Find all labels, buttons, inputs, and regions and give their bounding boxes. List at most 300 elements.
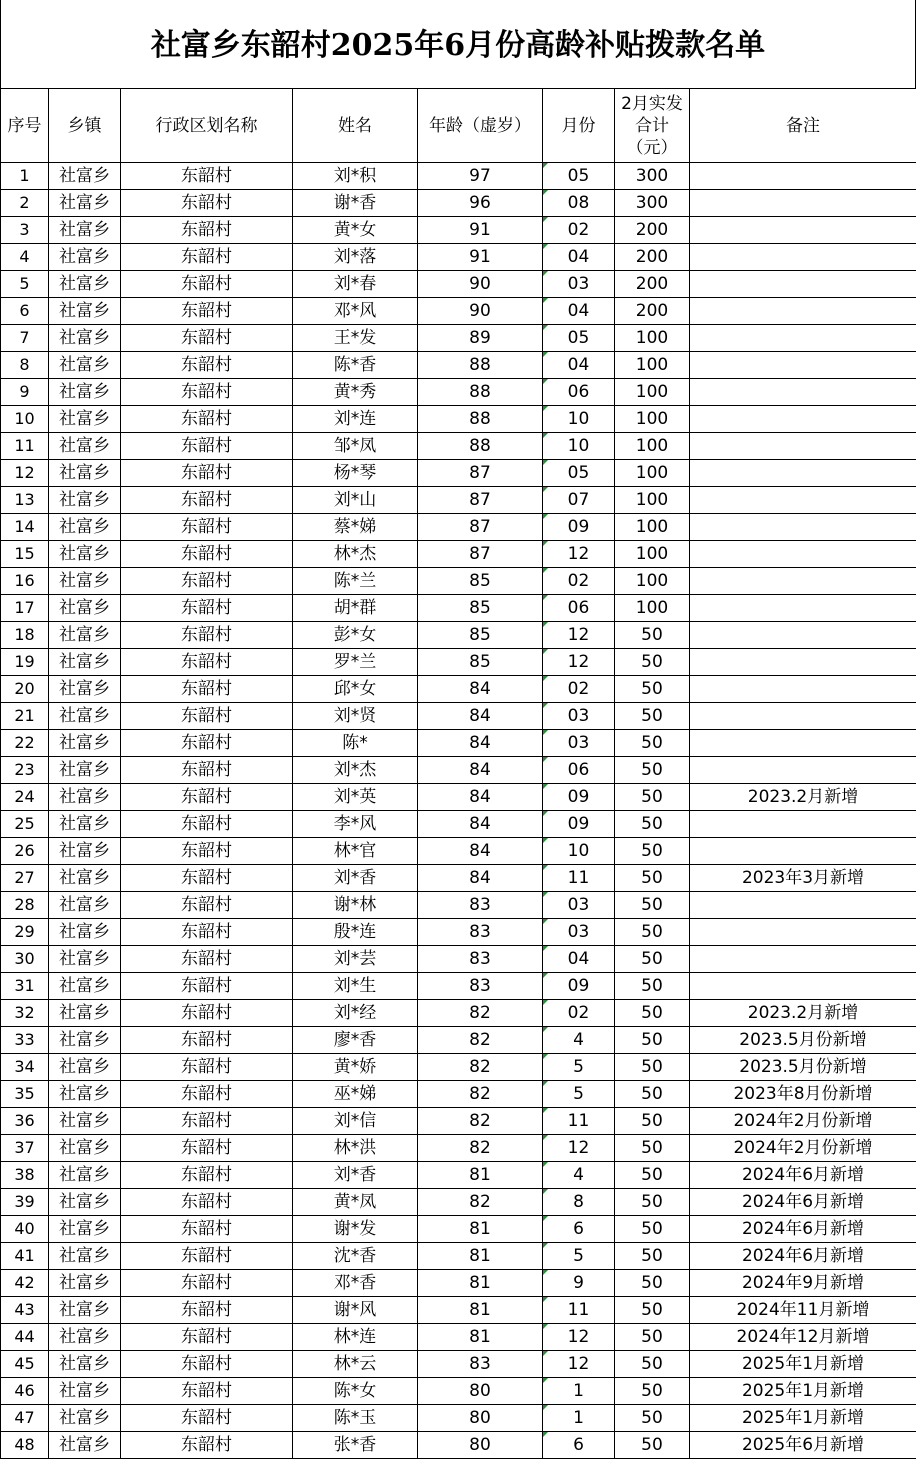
cell-name: 刘*杰 [293, 757, 418, 784]
cell-township: 社富乡 [49, 865, 121, 892]
cell-amount: 50 [615, 1000, 690, 1027]
cell-name: 刘*信 [293, 1108, 418, 1135]
cell-seq: 40 [1, 1216, 49, 1243]
table-row [1, 1000, 916, 1027]
cell-seq: 34 [1, 1054, 49, 1081]
cell-seq: 36 [1, 1108, 49, 1135]
cell-admin-division: 东韶村 [121, 1378, 293, 1405]
cell-seq: 5 [1, 271, 49, 298]
cell-township: 社富乡 [49, 973, 121, 1000]
cell-seq: 28 [1, 892, 49, 919]
cell-month: 06 [543, 379, 615, 406]
cell-seq: 35 [1, 1081, 49, 1108]
cell-age: 84 [418, 703, 543, 730]
cell-seq: 17 [1, 595, 49, 622]
cell-amount: 100 [615, 487, 690, 514]
cell-admin-division: 东韶村 [121, 190, 293, 217]
cell-seq: 46 [1, 1378, 49, 1405]
cell-admin-division: 东韶村 [121, 1000, 293, 1027]
cell-seq: 48 [1, 1432, 49, 1459]
cell-age: 83 [418, 892, 543, 919]
cell-township: 社富乡 [49, 271, 121, 298]
cell-seq: 8 [1, 352, 49, 379]
cell-age: 82 [418, 1189, 543, 1216]
cell-seq: 14 [1, 514, 49, 541]
cell-admin-division: 东韶村 [121, 1324, 293, 1351]
cell-age: 82 [418, 1027, 543, 1054]
cell-month: 12 [543, 649, 615, 676]
cell-month: 08 [543, 190, 615, 217]
header-seq: 序号 [1, 89, 49, 163]
cell-township: 社富乡 [49, 1405, 121, 1432]
cell-name: 刘*春 [293, 271, 418, 298]
cell-age: 88 [418, 406, 543, 433]
cell-name: 谢*发 [293, 1216, 418, 1243]
table-row [1, 217, 916, 244]
cell-month: 06 [543, 595, 615, 622]
cell-age: 84 [418, 757, 543, 784]
table-row [1, 1270, 916, 1297]
cell-township: 社富乡 [49, 676, 121, 703]
cell-month: 1 [543, 1405, 615, 1432]
cell-remarks: 2025年1月新增 [690, 1405, 916, 1432]
cell-name: 刘*经 [293, 1000, 418, 1027]
cell-admin-division: 东韶村 [121, 838, 293, 865]
cell-month: 9 [543, 1270, 615, 1297]
cell-admin-division: 东韶村 [121, 757, 293, 784]
cell-township: 社富乡 [49, 1243, 121, 1270]
cell-month: 04 [543, 244, 615, 271]
cell-month: 12 [543, 622, 615, 649]
cell-seq: 4 [1, 244, 49, 271]
cell-age: 83 [418, 919, 543, 946]
cell-remarks [690, 757, 916, 784]
table-row [1, 244, 916, 271]
cell-month: 02 [543, 217, 615, 244]
cell-seq: 12 [1, 460, 49, 487]
cell-age: 84 [418, 865, 543, 892]
cell-amount: 100 [615, 325, 690, 352]
cell-admin-division: 东韶村 [121, 325, 293, 352]
cell-name: 陈*玉 [293, 1405, 418, 1432]
cell-township: 社富乡 [49, 946, 121, 973]
table-row [1, 811, 916, 838]
cell-amount: 100 [615, 406, 690, 433]
cell-township: 社富乡 [49, 1189, 121, 1216]
cell-seq: 2 [1, 190, 49, 217]
cell-age: 91 [418, 217, 543, 244]
table-row [1, 946, 916, 973]
cell-admin-division: 东韶村 [121, 1135, 293, 1162]
cell-township: 社富乡 [49, 1162, 121, 1189]
cell-admin-division: 东韶村 [121, 541, 293, 568]
cell-name: 刘*落 [293, 244, 418, 271]
cell-name: 邓*香 [293, 1270, 418, 1297]
cell-amount: 50 [615, 1324, 690, 1351]
cell-remarks [690, 703, 916, 730]
header-age: 年龄（虚岁） [418, 89, 543, 163]
cell-seq: 38 [1, 1162, 49, 1189]
cell-month: 05 [543, 325, 615, 352]
cell-township: 社富乡 [49, 460, 121, 487]
cell-seq: 43 [1, 1297, 49, 1324]
cell-township: 社富乡 [49, 1351, 121, 1378]
table-row [1, 1189, 916, 1216]
cell-township: 社富乡 [49, 1216, 121, 1243]
cell-admin-division: 东韶村 [121, 703, 293, 730]
cell-remarks [690, 568, 916, 595]
cell-amount: 200 [615, 244, 690, 271]
cell-month: 02 [543, 1000, 615, 1027]
cell-seq: 42 [1, 1270, 49, 1297]
cell-age: 84 [418, 784, 543, 811]
table-row [1, 514, 916, 541]
cell-seq: 41 [1, 1243, 49, 1270]
cell-age: 81 [418, 1243, 543, 1270]
table-row [1, 676, 916, 703]
cell-seq: 3 [1, 217, 49, 244]
cell-month: 04 [543, 352, 615, 379]
table-row [1, 649, 916, 676]
cell-admin-division: 东韶村 [121, 1351, 293, 1378]
cell-amount: 50 [615, 1135, 690, 1162]
cell-age: 85 [418, 622, 543, 649]
cell-amount: 50 [615, 784, 690, 811]
cell-remarks: 2025年6月新增 [690, 1432, 916, 1459]
cell-name: 王*发 [293, 325, 418, 352]
cell-age: 97 [418, 163, 543, 190]
cell-seq: 24 [1, 784, 49, 811]
cell-age: 90 [418, 271, 543, 298]
cell-remarks: 2024年6月新增 [690, 1189, 916, 1216]
cell-amount: 300 [615, 163, 690, 190]
cell-admin-division: 东韶村 [121, 1297, 293, 1324]
cell-name: 刘*贤 [293, 703, 418, 730]
cell-township: 社富乡 [49, 811, 121, 838]
cell-township: 社富乡 [49, 487, 121, 514]
cell-admin-division: 东韶村 [121, 1162, 293, 1189]
cell-name: 罗*兰 [293, 649, 418, 676]
cell-remarks [690, 487, 916, 514]
cell-amount: 200 [615, 217, 690, 244]
cell-township: 社富乡 [49, 514, 121, 541]
cell-seq: 23 [1, 757, 49, 784]
cell-admin-division: 东韶村 [121, 973, 293, 1000]
cell-admin-division: 东韶村 [121, 1216, 293, 1243]
cell-remarks [690, 676, 916, 703]
cell-seq: 39 [1, 1189, 49, 1216]
cell-township: 社富乡 [49, 1000, 121, 1027]
cell-amount: 50 [615, 811, 690, 838]
cell-name: 谢*林 [293, 892, 418, 919]
cell-amount: 200 [615, 271, 690, 298]
cell-admin-division: 东韶村 [121, 568, 293, 595]
cell-seq: 20 [1, 676, 49, 703]
cell-age: 80 [418, 1432, 543, 1459]
cell-admin-division: 东韶村 [121, 676, 293, 703]
cell-age: 81 [418, 1216, 543, 1243]
cell-name: 邹*凤 [293, 433, 418, 460]
cell-township: 社富乡 [49, 568, 121, 595]
cell-admin-division: 东韶村 [121, 730, 293, 757]
cell-name: 林*官 [293, 838, 418, 865]
cell-age: 84 [418, 838, 543, 865]
cell-amount: 300 [615, 190, 690, 217]
table-row [1, 730, 916, 757]
cell-remarks: 2024年2月份新增 [690, 1108, 916, 1135]
table-row [1, 1351, 916, 1378]
cell-age: 83 [418, 973, 543, 1000]
cell-remarks [690, 217, 916, 244]
cell-seq: 44 [1, 1324, 49, 1351]
cell-seq: 27 [1, 865, 49, 892]
cell-remarks [690, 595, 916, 622]
cell-amount: 100 [615, 379, 690, 406]
table-row [1, 865, 916, 892]
table-row [1, 1081, 916, 1108]
cell-age: 87 [418, 541, 543, 568]
cell-township: 社富乡 [49, 163, 121, 190]
cell-amount: 50 [615, 730, 690, 757]
cell-month: 09 [543, 973, 615, 1000]
cell-amount: 50 [615, 1054, 690, 1081]
cell-name: 刘*英 [293, 784, 418, 811]
cell-month: 5 [543, 1054, 615, 1081]
cell-name: 陈*香 [293, 352, 418, 379]
cell-amount: 50 [615, 1405, 690, 1432]
cell-township: 社富乡 [49, 892, 121, 919]
table-row [1, 568, 916, 595]
cell-name: 刘*连 [293, 406, 418, 433]
cell-month: 09 [543, 514, 615, 541]
cell-admin-division: 东韶村 [121, 811, 293, 838]
cell-remarks [690, 622, 916, 649]
cell-admin-division: 东韶村 [121, 271, 293, 298]
cell-township: 社富乡 [49, 1324, 121, 1351]
cell-township: 社富乡 [49, 217, 121, 244]
cell-name: 沈*香 [293, 1243, 418, 1270]
cell-month: 06 [543, 757, 615, 784]
cell-name: 陈* [293, 730, 418, 757]
cell-age: 85 [418, 595, 543, 622]
cell-name: 陈*兰 [293, 568, 418, 595]
cell-name: 胡*群 [293, 595, 418, 622]
cell-month: 1 [543, 1378, 615, 1405]
cell-month: 12 [543, 1351, 615, 1378]
cell-admin-division: 东韶村 [121, 379, 293, 406]
cell-month: 12 [543, 1324, 615, 1351]
cell-name: 刘*芸 [293, 946, 418, 973]
cell-admin-division: 东韶村 [121, 514, 293, 541]
table-row [1, 1135, 916, 1162]
cell-month: 4 [543, 1162, 615, 1189]
cell-township: 社富乡 [49, 703, 121, 730]
cell-remarks: 2024年11月新增 [690, 1297, 916, 1324]
cell-seq: 22 [1, 730, 49, 757]
cell-amount: 100 [615, 352, 690, 379]
cell-month: 04 [543, 946, 615, 973]
cell-remarks [690, 190, 916, 217]
cell-remarks [690, 163, 916, 190]
cell-seq: 25 [1, 811, 49, 838]
cell-remarks: 2023.2月新增 [690, 1000, 916, 1027]
header-remarks: 备注 [690, 89, 916, 163]
table-body [1, 163, 916, 1459]
cell-remarks [690, 460, 916, 487]
cell-remarks: 2024年9月新增 [690, 1270, 916, 1297]
cell-remarks [690, 433, 916, 460]
cell-township: 社富乡 [49, 784, 121, 811]
cell-month: 11 [543, 1108, 615, 1135]
table-row [1, 703, 916, 730]
cell-amount: 50 [615, 1108, 690, 1135]
cell-township: 社富乡 [49, 919, 121, 946]
cell-seq: 29 [1, 919, 49, 946]
cell-month: 03 [543, 703, 615, 730]
cell-amount: 100 [615, 568, 690, 595]
cell-remarks [690, 811, 916, 838]
table-row [1, 1108, 916, 1135]
cell-amount: 50 [615, 1162, 690, 1189]
cell-name: 黄*女 [293, 217, 418, 244]
cell-name: 林*杰 [293, 541, 418, 568]
cell-admin-division: 东韶村 [121, 865, 293, 892]
cell-admin-division: 东韶村 [121, 1405, 293, 1432]
cell-age: 83 [418, 1351, 543, 1378]
cell-township: 社富乡 [49, 1108, 121, 1135]
cell-remarks [690, 352, 916, 379]
cell-seq: 30 [1, 946, 49, 973]
cell-month: 02 [543, 568, 615, 595]
cell-admin-division: 东韶村 [121, 244, 293, 271]
cell-month: 09 [543, 784, 615, 811]
cell-month: 10 [543, 433, 615, 460]
cell-remarks [690, 271, 916, 298]
cell-seq: 45 [1, 1351, 49, 1378]
table-row [1, 919, 916, 946]
cell-age: 90 [418, 298, 543, 325]
cell-remarks [690, 649, 916, 676]
table-row [1, 406, 916, 433]
cell-amount: 50 [615, 1297, 690, 1324]
table-row [1, 487, 916, 514]
cell-month: 11 [543, 865, 615, 892]
cell-name: 杨*琴 [293, 460, 418, 487]
cell-seq: 18 [1, 622, 49, 649]
cell-month: 12 [543, 1135, 615, 1162]
cell-age: 88 [418, 352, 543, 379]
cell-amount: 50 [615, 1027, 690, 1054]
cell-month: 10 [543, 838, 615, 865]
table-row [1, 1162, 916, 1189]
cell-admin-division: 东韶村 [121, 298, 293, 325]
cell-month: 5 [543, 1081, 615, 1108]
cell-township: 社富乡 [49, 352, 121, 379]
cell-remarks [690, 838, 916, 865]
cell-seq: 15 [1, 541, 49, 568]
cell-seq: 6 [1, 298, 49, 325]
cell-amount: 50 [615, 892, 690, 919]
cell-age: 81 [418, 1297, 543, 1324]
table-row [1, 325, 916, 352]
cell-month: 05 [543, 163, 615, 190]
table-row [1, 163, 916, 190]
cell-seq: 16 [1, 568, 49, 595]
cell-admin-division: 东韶村 [121, 163, 293, 190]
cell-name: 蔡*娣 [293, 514, 418, 541]
cell-township: 社富乡 [49, 595, 121, 622]
table-row [1, 352, 916, 379]
cell-township: 社富乡 [49, 730, 121, 757]
cell-age: 82 [418, 1000, 543, 1027]
cell-amount: 100 [615, 595, 690, 622]
cell-month: 6 [543, 1432, 615, 1459]
table-row [1, 973, 916, 1000]
cell-amount: 50 [615, 1243, 690, 1270]
cell-name: 黄*凤 [293, 1189, 418, 1216]
cell-remarks: 2025年1月新增 [690, 1351, 916, 1378]
header-month: 月份 [543, 89, 615, 163]
cell-amount: 50 [615, 919, 690, 946]
cell-admin-division: 东韶村 [121, 595, 293, 622]
table-row [1, 1027, 916, 1054]
cell-seq: 21 [1, 703, 49, 730]
cell-month: 03 [543, 919, 615, 946]
cell-remarks [690, 946, 916, 973]
cell-township: 社富乡 [49, 406, 121, 433]
cell-remarks [690, 244, 916, 271]
table-row [1, 433, 916, 460]
cell-amount: 50 [615, 1270, 690, 1297]
cell-remarks [690, 514, 916, 541]
cell-township: 社富乡 [49, 1432, 121, 1459]
header-admin-division: 行政区划名称 [121, 89, 293, 163]
cell-month: 05 [543, 460, 615, 487]
cell-name: 刘*香 [293, 1162, 418, 1189]
cell-township: 社富乡 [49, 838, 121, 865]
cell-amount: 50 [615, 649, 690, 676]
cell-remarks [690, 406, 916, 433]
cell-month: 12 [543, 541, 615, 568]
cell-admin-division: 东韶村 [121, 919, 293, 946]
cell-admin-division: 东韶村 [121, 217, 293, 244]
cell-name: 殷*连 [293, 919, 418, 946]
cell-age: 83 [418, 946, 543, 973]
cell-age: 87 [418, 460, 543, 487]
cell-amount: 50 [615, 1378, 690, 1405]
cell-age: 88 [418, 379, 543, 406]
cell-name: 陈*女 [293, 1378, 418, 1405]
cell-admin-division: 东韶村 [121, 352, 293, 379]
cell-township: 社富乡 [49, 190, 121, 217]
cell-township: 社富乡 [49, 379, 121, 406]
cell-age: 84 [418, 730, 543, 757]
cell-seq: 13 [1, 487, 49, 514]
cell-remarks [690, 730, 916, 757]
cell-remarks: 2025年1月新增 [690, 1378, 916, 1405]
table-row [1, 784, 916, 811]
table-row [1, 595, 916, 622]
cell-township: 社富乡 [49, 325, 121, 352]
cell-name: 林*云 [293, 1351, 418, 1378]
cell-seq: 26 [1, 838, 49, 865]
cell-name: 巫*娣 [293, 1081, 418, 1108]
table-row [1, 190, 916, 217]
table-row [1, 298, 916, 325]
cell-remarks: 2024年6月新增 [690, 1216, 916, 1243]
cell-age: 87 [418, 514, 543, 541]
cell-township: 社富乡 [49, 1027, 121, 1054]
